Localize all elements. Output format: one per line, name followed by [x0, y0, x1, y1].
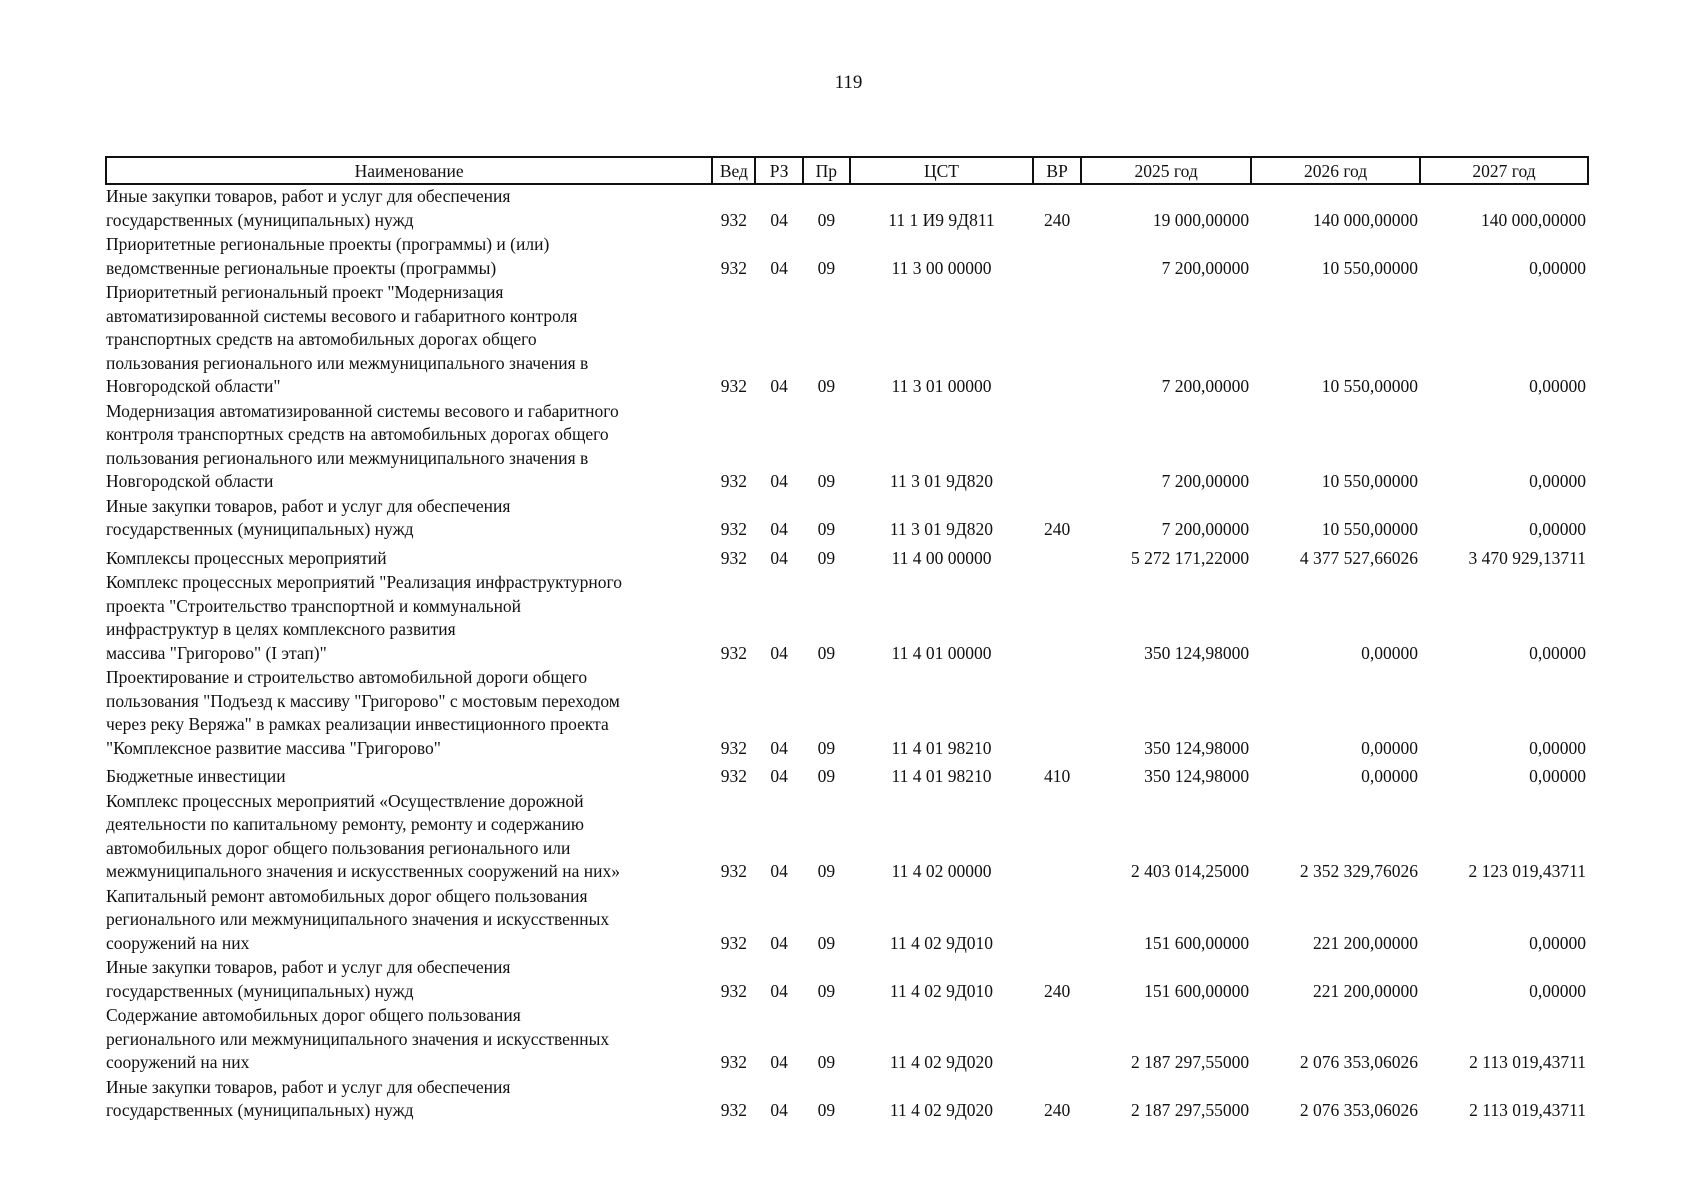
cell-2026: 221 200,00000: [1313, 980, 1419, 1001]
cell-2025: 151 600,00000: [1144, 932, 1250, 953]
header-rz: РЗ: [755, 157, 802, 184]
cell-name: Комплексы процессных мероприятий: [106, 547, 387, 568]
cell-vr: [1033, 233, 1081, 281]
cell-2025: 350 124,98000: [1144, 737, 1250, 758]
cell-ved: 932: [720, 861, 747, 881]
cell-2026: 0,00000: [1361, 766, 1419, 786]
cell-pr: 09: [817, 1052, 836, 1072]
cell-cst: 11 3 01 00000: [891, 376, 992, 396]
cell-cst: 11 4 00 00000: [891, 547, 992, 568]
cell-2027: 0,00000: [1529, 642, 1586, 663]
cell-2027: 0,00000: [1529, 519, 1586, 539]
cell-cst: 11 4 02 9Д010: [889, 980, 994, 1001]
cell-vr: 240: [1043, 1100, 1071, 1120]
cell-pr: 09: [817, 642, 836, 663]
header-2026: 2026 год: [1251, 157, 1420, 184]
page-number: 119: [834, 72, 863, 93]
cell-rz: 04: [770, 932, 788, 953]
cell-2026: 10 550,00000: [1321, 519, 1419, 539]
cell-name: Комплекс процессных мероприятий "Реализация инфраструктурного проекта "Строительство транспортной и коммунальной инфраструктур в целях комплексного развития массива "Григорово" (I этап)": [106, 572, 622, 663]
table-row: [106, 184, 1588, 233]
cell-cst: 11 3 00 00000: [891, 257, 992, 278]
cell-ved: 932: [720, 257, 747, 278]
cell-ved: 932: [720, 1052, 747, 1072]
cell-2026: 10 550,00000: [1321, 471, 1419, 491]
cell-name: Комплекс процессных мероприятий «Осуществление дорожной деятельности по капитальному ремонту, ремонту и содержанию автомобильных дорог общего пользования регионального или межмуниципального значения и искусственных сооружений на них»: [106, 790, 621, 881]
cell-2027: 3 470 929,13711: [1468, 547, 1586, 568]
table-row: [106, 1076, 1588, 1124]
cell-2025: 2 403 014,25000: [1131, 861, 1250, 881]
cell-pr: 09: [817, 766, 836, 786]
cell-cst: 11 4 02 9Д020: [889, 1100, 994, 1120]
cell-rz: 04: [770, 547, 788, 568]
cell-rz: 04: [770, 376, 788, 396]
cell-2025: 5 272 171,22000: [1131, 547, 1250, 568]
cell-2026: 4 377 527,66026: [1299, 547, 1419, 568]
cell-ved: 932: [720, 519, 747, 539]
cell-2025: 151 600,00000: [1144, 980, 1250, 1001]
cell-vr: 240: [1043, 519, 1071, 539]
header-2025: 2025 год: [1081, 157, 1251, 184]
cell-2026: 0,00000: [1361, 642, 1419, 663]
cell-2027: 0,00000: [1529, 737, 1586, 758]
cell-name: Модернизация автоматизированной системы весового и габаритного контроля транспортных средств на автомобильных дорогах общего пользования регионального или межмуниципального значения в Новгородской области: [106, 400, 619, 491]
cell-vr: [1033, 666, 1081, 761]
cell-vr: 240: [1043, 209, 1071, 230]
cell-2025: 7 200,00000: [1161, 519, 1250, 539]
cell-vr: [1033, 400, 1081, 495]
header-cst: ЦСТ: [850, 157, 1033, 184]
cell-pr: 09: [817, 209, 836, 230]
cell-2027: 0,00000: [1529, 257, 1586, 278]
table-row: [106, 281, 1588, 400]
cell-rz: 04: [770, 1052, 788, 1072]
cell-ved: 932: [720, 1100, 747, 1120]
cell-name: Проектирование и строительство автомобильной дороги общего пользования "Подъезд к массиву "Григорово" с мостовым переходом через реку Веряжа" в рамках реализации инвестиционного проекта "Комплексное развитие массива "Григорово": [106, 667, 620, 758]
cell-cst: 11 4 01 98210: [891, 766, 992, 786]
cell-rz: 04: [770, 519, 788, 539]
cell-rz: 04: [770, 642, 788, 663]
cell-rz: 04: [770, 471, 788, 491]
cell-pr: 09: [817, 376, 836, 396]
table-row: [106, 666, 1588, 761]
cell-2026: 2 352 329,76026: [1299, 861, 1419, 881]
table-row: [106, 400, 1588, 495]
cell-vr: [1033, 281, 1081, 400]
cell-name: Иные закупки товаров, работ и услуг для обеспечения государственных (муниципальных) нужд: [106, 957, 511, 1001]
cell-2027: 2 113 019,43711: [1469, 1052, 1586, 1072]
cell-vr: [1033, 571, 1081, 666]
cell-rz: 04: [770, 766, 788, 786]
header-ved: Вед: [712, 157, 755, 184]
cell-2027: 0,00000: [1529, 766, 1586, 786]
cell-pr: 09: [817, 861, 836, 881]
table-row: [106, 761, 1588, 790]
cell-name: Иные закупки товаров, работ и услуг для обеспечения государственных (муниципальных) нужд: [106, 186, 511, 230]
cell-ved: 932: [720, 642, 747, 663]
cell-2027: 0,00000: [1529, 376, 1586, 396]
cell-2025: 350 124,98000: [1144, 766, 1250, 786]
cell-ved: 932: [720, 766, 747, 786]
cell-ved: 932: [720, 932, 747, 953]
cell-vr: [1033, 543, 1081, 572]
cell-ved: 932: [720, 209, 747, 230]
cell-pr: 09: [817, 1100, 836, 1120]
cell-ved: 932: [720, 471, 747, 491]
cell-vr: [1033, 1004, 1081, 1076]
table-row: [106, 571, 1588, 666]
table-row: [106, 543, 1588, 572]
cell-cst: 11 4 02 9Д020: [889, 1052, 994, 1072]
cell-ved: 932: [720, 980, 747, 1001]
cell-2027: 140 000,00000: [1481, 209, 1586, 230]
cell-vr: 410: [1043, 766, 1071, 786]
cell-cst: 11 4 01 00000: [891, 642, 992, 663]
header-name: Наименование: [106, 157, 712, 184]
cell-2025: 19 000,00000: [1152, 209, 1250, 230]
cell-2026: 10 550,00000: [1321, 257, 1419, 278]
cell-2026: 2 076 353,06026: [1299, 1052, 1419, 1072]
table-header-row: [106, 157, 1588, 184]
cell-2026: 10 550,00000: [1321, 376, 1419, 396]
cell-pr: 09: [817, 471, 836, 491]
cell-2025: 2 187 297,55000: [1131, 1100, 1250, 1120]
cell-vr: 240: [1043, 980, 1071, 1001]
table-row: [106, 495, 1588, 543]
cell-cst: 11 3 01 9Д820: [889, 471, 994, 491]
cell-name: Содержание автомобильных дорог общего пользования регионального или межмуниципального значения и искусственных сооружений на них: [106, 1005, 610, 1072]
cell-cst: 11 4 01 98210: [891, 737, 992, 758]
cell-cst: 11 4 02 00000: [891, 861, 992, 881]
header-vr: ВР: [1033, 157, 1081, 184]
cell-vr: [1033, 885, 1081, 957]
cell-pr: 09: [817, 737, 836, 758]
table-body: [106, 184, 1588, 1124]
cell-2026: 0,00000: [1361, 737, 1419, 758]
cell-2025: 7 200,00000: [1161, 471, 1250, 491]
cell-cst: 11 3 01 9Д820: [889, 519, 994, 539]
cell-name: Приоритетный региональный проект "Модернизация автоматизированной системы весового и габаритного контроля транспортных средств на автомобильных дорогах общего пользования регионального или межмуниципального значения в Новгородской области": [106, 282, 589, 396]
cell-cst: 11 1 И9 9Д811: [888, 209, 995, 230]
cell-rz: 04: [770, 861, 788, 881]
cell-name: Иные закупки товаров, работ и услуг для обеспечения государственных (муниципальных) нужд: [106, 1076, 511, 1120]
cell-name: Иные закупки товаров, работ и услуг для обеспечения государственных (муниципальных) нужд: [106, 495, 511, 539]
cell-2025: 350 124,98000: [1144, 642, 1250, 663]
cell-name: Капитальный ремонт автомобильных дорог общего пользования регионального или межмуниципального значения и искусственных сооружений на них: [106, 885, 610, 953]
cell-rz: 04: [770, 257, 788, 278]
cell-pr: 09: [817, 980, 836, 1001]
cell-rz: 04: [770, 737, 788, 758]
cell-ved: 932: [720, 547, 747, 568]
table-row: [106, 1004, 1588, 1076]
cell-2026: 221 200,00000: [1313, 932, 1419, 953]
cell-2025: 7 200,00000: [1161, 376, 1250, 396]
cell-pr: 09: [817, 519, 836, 539]
header-pr: Пр: [803, 157, 850, 184]
cell-2027: 0,00000: [1529, 932, 1586, 953]
table-row: [106, 233, 1588, 281]
cell-pr: 09: [817, 547, 836, 568]
cell-name: Приоритетные региональные проекты (программы) и (или) ведомственные региональные проекты (программы): [106, 234, 550, 278]
table-row: [106, 790, 1588, 885]
cell-pr: 09: [817, 257, 836, 278]
header-2027: 2027 год: [1420, 157, 1588, 184]
cell-rz: 04: [770, 209, 788, 230]
cell-cst: 11 4 02 9Д010: [889, 932, 994, 953]
cell-2025: 7 200,00000: [1161, 257, 1250, 278]
cell-vr: [1033, 790, 1081, 885]
cell-2027: 2 123 019,43711: [1468, 861, 1586, 881]
cell-ved: 932: [720, 737, 747, 758]
cell-2026: 140 000,00000: [1313, 209, 1419, 230]
cell-pr: 09: [817, 932, 836, 953]
cell-2027: 0,00000: [1529, 471, 1586, 491]
table-row: [106, 885, 1588, 957]
cell-2026: 2 076 353,06026: [1299, 1100, 1419, 1120]
cell-ved: 932: [720, 376, 747, 396]
budget-table: [105, 156, 1589, 1124]
cell-rz: 04: [770, 980, 788, 1001]
cell-2027: 2 113 019,43711: [1469, 1100, 1586, 1120]
cell-rz: 04: [770, 1100, 788, 1120]
table-row: [106, 956, 1588, 1004]
cell-2025: 2 187 297,55000: [1131, 1052, 1250, 1072]
cell-name: Бюджетные инвестиции: [106, 766, 286, 786]
cell-2027: 0,00000: [1529, 980, 1586, 1001]
